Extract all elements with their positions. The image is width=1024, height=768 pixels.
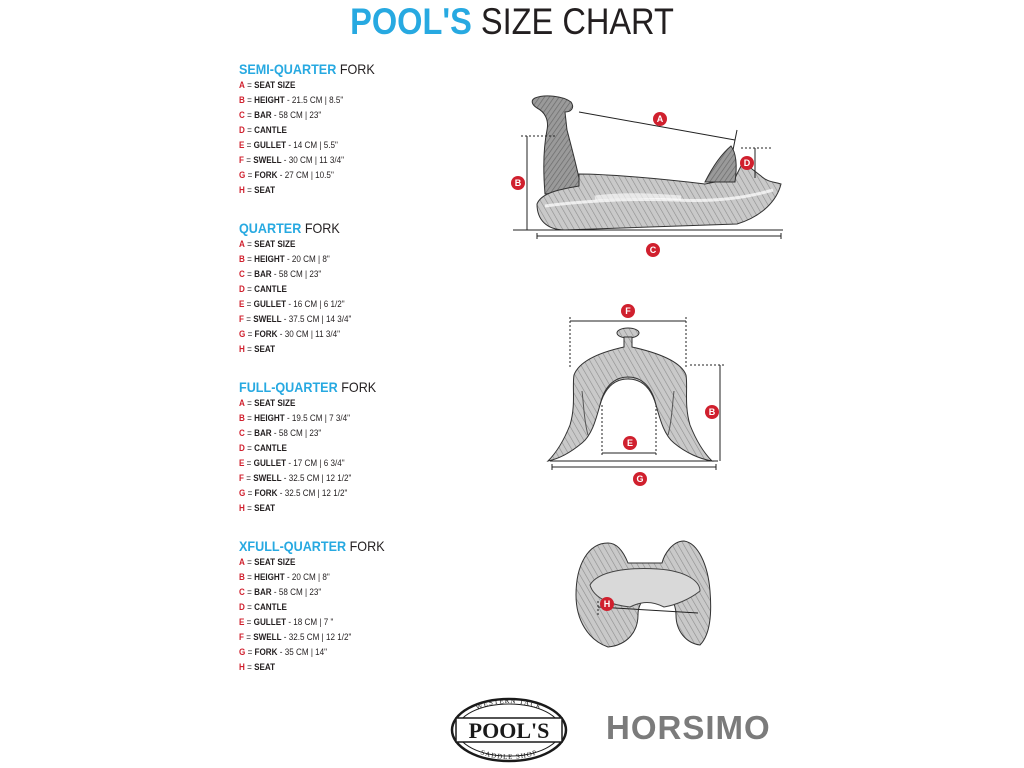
spec-name: HEIGHT xyxy=(254,413,285,423)
side-marker-b xyxy=(511,176,525,190)
spec-equals: = xyxy=(244,428,255,438)
spec-equals: = xyxy=(244,239,255,249)
spec-equals: = xyxy=(243,632,254,642)
spec-name: CANTLE xyxy=(254,443,287,453)
spec-row xyxy=(239,396,376,411)
top-view-diagram xyxy=(568,535,718,655)
marker-letter: E xyxy=(626,438,634,448)
spec-letter: A xyxy=(239,239,245,249)
spec-letter: H xyxy=(239,344,245,354)
spec-value: - 58 CM | 23" xyxy=(273,587,322,597)
spec-row xyxy=(239,168,375,183)
spec-value: - 17 CM | 6 3/4" xyxy=(288,458,345,468)
title-brand: POOL'S xyxy=(350,1,472,42)
spec-equals: = xyxy=(244,140,254,150)
front-view-diagram xyxy=(540,295,740,495)
spec-equals: = xyxy=(245,170,255,180)
spec-row xyxy=(239,471,376,486)
front-marker-f xyxy=(621,304,635,318)
spec-equals: = xyxy=(243,314,254,324)
spec-equals: = xyxy=(244,572,255,582)
saddle-top-shape xyxy=(576,541,711,647)
spec-value: - 14 CM | 5.5" xyxy=(288,140,338,150)
marker-letter: G xyxy=(636,474,644,484)
spec-letter: E xyxy=(239,299,245,309)
spec-equals: = xyxy=(244,602,255,612)
spec-row xyxy=(239,342,351,357)
spec-value: - 19.5 CM | 7 3/4" xyxy=(286,413,351,423)
spec-letter: H xyxy=(239,185,245,195)
spec-name: SWELL xyxy=(253,155,282,165)
spec-value: - 58 CM | 23" xyxy=(273,428,322,438)
spec-equals: = xyxy=(245,329,255,339)
spec-value: - 58 CM | 23" xyxy=(273,269,322,279)
spec-equals: = xyxy=(243,473,254,483)
fork-block-semi-quarter xyxy=(239,60,390,198)
spec-name: SWELL xyxy=(253,632,282,642)
spec-name: HEIGHT xyxy=(254,572,285,582)
fork-heading-highlight: FULL-QUARTER xyxy=(239,379,338,395)
spec-equals: = xyxy=(244,110,255,120)
spec-equals: = xyxy=(244,284,255,294)
spec-rows xyxy=(239,555,401,675)
spec-row xyxy=(239,312,351,327)
spec-row xyxy=(239,237,351,252)
marker-letter: H xyxy=(603,599,611,609)
spec-row xyxy=(239,267,351,282)
spec-letter: G xyxy=(239,329,246,339)
spec-name: BAR xyxy=(254,110,272,120)
spec-row xyxy=(239,153,375,168)
fork-block-xfull-quarter xyxy=(239,537,401,675)
spec-name: SEAT SIZE xyxy=(254,80,296,90)
spec-value: - 58 CM | 23" xyxy=(273,110,322,120)
spec-value: - 20 CM | 8" xyxy=(286,572,330,582)
side-marker-a xyxy=(653,112,667,126)
spec-value: - 35 CM | 14" xyxy=(279,647,328,657)
spec-row xyxy=(239,645,385,660)
spec-equals: = xyxy=(245,647,255,657)
spec-equals: = xyxy=(244,125,255,135)
spec-name: FORK xyxy=(254,329,278,339)
spec-equals: = xyxy=(244,617,254,627)
spec-row xyxy=(239,93,375,108)
spec-letter: D xyxy=(239,602,245,612)
spec-row xyxy=(239,615,385,630)
spec-name: SEAT xyxy=(254,662,276,672)
spec-value: - 37.5 CM | 14 3/4" xyxy=(283,314,352,324)
spec-letter: G xyxy=(239,647,246,657)
spec-name: SEAT xyxy=(254,503,276,513)
spec-equals: = xyxy=(244,413,255,423)
spec-letter: A xyxy=(239,557,245,567)
spec-equals: = xyxy=(244,344,255,354)
spec-name: HEIGHT xyxy=(254,254,285,264)
front-marker-g xyxy=(633,472,647,486)
spec-name: SEAT SIZE xyxy=(254,557,296,567)
pools-logo-bottom-arc: SADDLE SHOP xyxy=(479,748,539,762)
marker-letter: A xyxy=(656,114,664,124)
spec-equals: = xyxy=(244,557,255,567)
spec-letter: E xyxy=(239,458,245,468)
spec-letter: E xyxy=(239,140,245,150)
spec-letter: H xyxy=(239,662,245,672)
spec-value: - 21.5 CM | 8.5" xyxy=(286,95,344,105)
spec-row xyxy=(239,123,375,138)
top-marker-h xyxy=(600,597,614,611)
fork-heading-suffix: FORK xyxy=(349,538,385,554)
marker-letter: B xyxy=(708,407,716,417)
marker-letter: C xyxy=(649,245,657,255)
spec-letter: D xyxy=(239,125,245,135)
marker-letter: D xyxy=(743,158,751,168)
fork-block-quarter xyxy=(239,219,364,357)
spec-letter: A xyxy=(239,398,245,408)
spec-name: GULLET xyxy=(253,299,287,309)
spec-name: FORK xyxy=(254,647,278,657)
spec-value: - 32.5 CM | 12 1/2" xyxy=(283,632,352,642)
spec-rows xyxy=(239,396,391,516)
spec-name: BAR xyxy=(254,269,272,279)
spec-row xyxy=(239,282,351,297)
spec-value: - 16 CM | 6 1/2" xyxy=(288,299,345,309)
spec-equals: = xyxy=(244,587,255,597)
title-rest: SIZE CHART xyxy=(480,1,674,42)
page-title xyxy=(61,2,962,42)
pools-logo-top-arc: WESTERN TACK xyxy=(474,697,544,712)
horsimo-logo xyxy=(606,708,786,748)
spec-name: BAR xyxy=(254,428,272,438)
fork-heading xyxy=(239,219,351,237)
side-marker-c xyxy=(646,243,660,257)
pools-logo-text: POOL'S xyxy=(468,718,550,743)
spec-letter: B xyxy=(239,254,245,264)
spec-name: FORK xyxy=(254,170,278,180)
horsimo-logo-text: HORSIMO xyxy=(606,709,771,746)
spec-letter: G xyxy=(239,170,246,180)
spec-name: GULLET xyxy=(253,140,287,150)
spec-name: CANTLE xyxy=(254,284,287,294)
spec-equals: = xyxy=(244,443,255,453)
spec-equals: = xyxy=(244,398,255,408)
fork-block-full-quarter xyxy=(239,378,391,516)
spec-letter: B xyxy=(239,413,245,423)
spec-value: - 30 CM | 11 3/4" xyxy=(283,155,345,165)
spec-letter: B xyxy=(239,572,245,582)
spec-name: GULLET xyxy=(253,617,287,627)
spec-row xyxy=(239,426,376,441)
spec-letter: C xyxy=(239,110,245,120)
spec-name: CANTLE xyxy=(254,602,287,612)
side-view-diagram xyxy=(505,90,790,265)
spec-equals: = xyxy=(244,269,255,279)
spec-row xyxy=(239,252,351,267)
spec-letter: E xyxy=(239,617,245,627)
spec-value: - 32.5 CM | 12 1/2" xyxy=(279,488,348,498)
spec-name: SEAT xyxy=(254,185,276,195)
fork-heading-suffix: FORK xyxy=(341,379,377,395)
spec-equals: = xyxy=(244,662,255,672)
spec-row xyxy=(239,297,351,312)
fork-heading-suffix: FORK xyxy=(304,220,340,236)
fork-heading-highlight: XFULL-QUARTER xyxy=(239,538,347,554)
spec-row xyxy=(239,660,385,675)
spec-name: SEAT SIZE xyxy=(254,239,296,249)
spec-letter: D xyxy=(239,284,245,294)
spec-equals: = xyxy=(244,458,254,468)
pools-logo xyxy=(450,697,568,763)
fork-heading xyxy=(239,378,376,396)
spec-letter: C xyxy=(239,587,245,597)
fork-heading xyxy=(239,537,385,555)
spec-value: - 30 CM | 11 3/4" xyxy=(279,329,340,339)
side-marker-d xyxy=(740,156,754,170)
front-marker-e xyxy=(623,436,637,450)
spec-name: SWELL xyxy=(253,314,282,324)
spec-row xyxy=(239,456,376,471)
fork-heading-highlight: QUARTER xyxy=(239,220,302,236)
marker-letter: B xyxy=(514,178,522,188)
spec-equals: = xyxy=(244,503,255,513)
spec-value: - 18 CM | 7 " xyxy=(288,617,334,627)
spec-row xyxy=(239,327,351,342)
spec-name: SWELL xyxy=(253,473,282,483)
fork-heading xyxy=(239,60,375,78)
spec-rows xyxy=(239,78,390,198)
spec-name: SEAT SIZE xyxy=(254,398,296,408)
spec-row xyxy=(239,570,385,585)
spec-name: HEIGHT xyxy=(254,95,285,105)
spec-row xyxy=(239,555,385,570)
fork-heading-suffix: FORK xyxy=(339,61,375,77)
spec-equals: = xyxy=(245,488,255,498)
spec-name: SEAT xyxy=(254,344,276,354)
spec-row xyxy=(239,183,375,198)
spec-letter: F xyxy=(239,632,244,642)
spec-row xyxy=(239,138,375,153)
spec-row xyxy=(239,600,385,615)
fork-heading-highlight: SEMI-QUARTER xyxy=(239,61,337,77)
spec-letter: D xyxy=(239,443,245,453)
spec-row xyxy=(239,441,376,456)
spec-row xyxy=(239,501,376,516)
spec-name: BAR xyxy=(254,587,272,597)
spec-letter: B xyxy=(239,95,245,105)
front-marker-b xyxy=(705,405,719,419)
spec-equals: = xyxy=(244,299,254,309)
spec-letter: C xyxy=(239,428,245,438)
spec-equals: = xyxy=(243,155,254,165)
spec-equals: = xyxy=(244,80,255,90)
spec-row xyxy=(239,108,375,123)
spec-letter: A xyxy=(239,80,245,90)
spec-value: - 20 CM | 8" xyxy=(286,254,330,264)
spec-letter: C xyxy=(239,269,245,279)
spec-value: - 27 CM | 10.5" xyxy=(279,170,334,180)
spec-equals: = xyxy=(244,254,255,264)
spec-equals: = xyxy=(244,95,255,105)
spec-name: FORK xyxy=(254,488,278,498)
spec-rows xyxy=(239,237,364,357)
spec-value: - 32.5 CM | 12 1/2" xyxy=(283,473,352,483)
spec-letter: F xyxy=(239,314,244,324)
spec-letter: H xyxy=(239,503,245,513)
spec-row xyxy=(239,585,385,600)
spec-row xyxy=(239,486,376,501)
spec-row xyxy=(239,411,376,426)
spec-name: CANTLE xyxy=(254,125,287,135)
spec-row xyxy=(239,78,375,93)
marker-letter: F xyxy=(625,306,631,316)
spec-row xyxy=(239,630,385,645)
spec-letter: F xyxy=(239,155,244,165)
spec-letter: G xyxy=(239,488,246,498)
spec-name: GULLET xyxy=(253,458,287,468)
spec-equals: = xyxy=(244,185,255,195)
spec-letter: F xyxy=(239,473,244,483)
